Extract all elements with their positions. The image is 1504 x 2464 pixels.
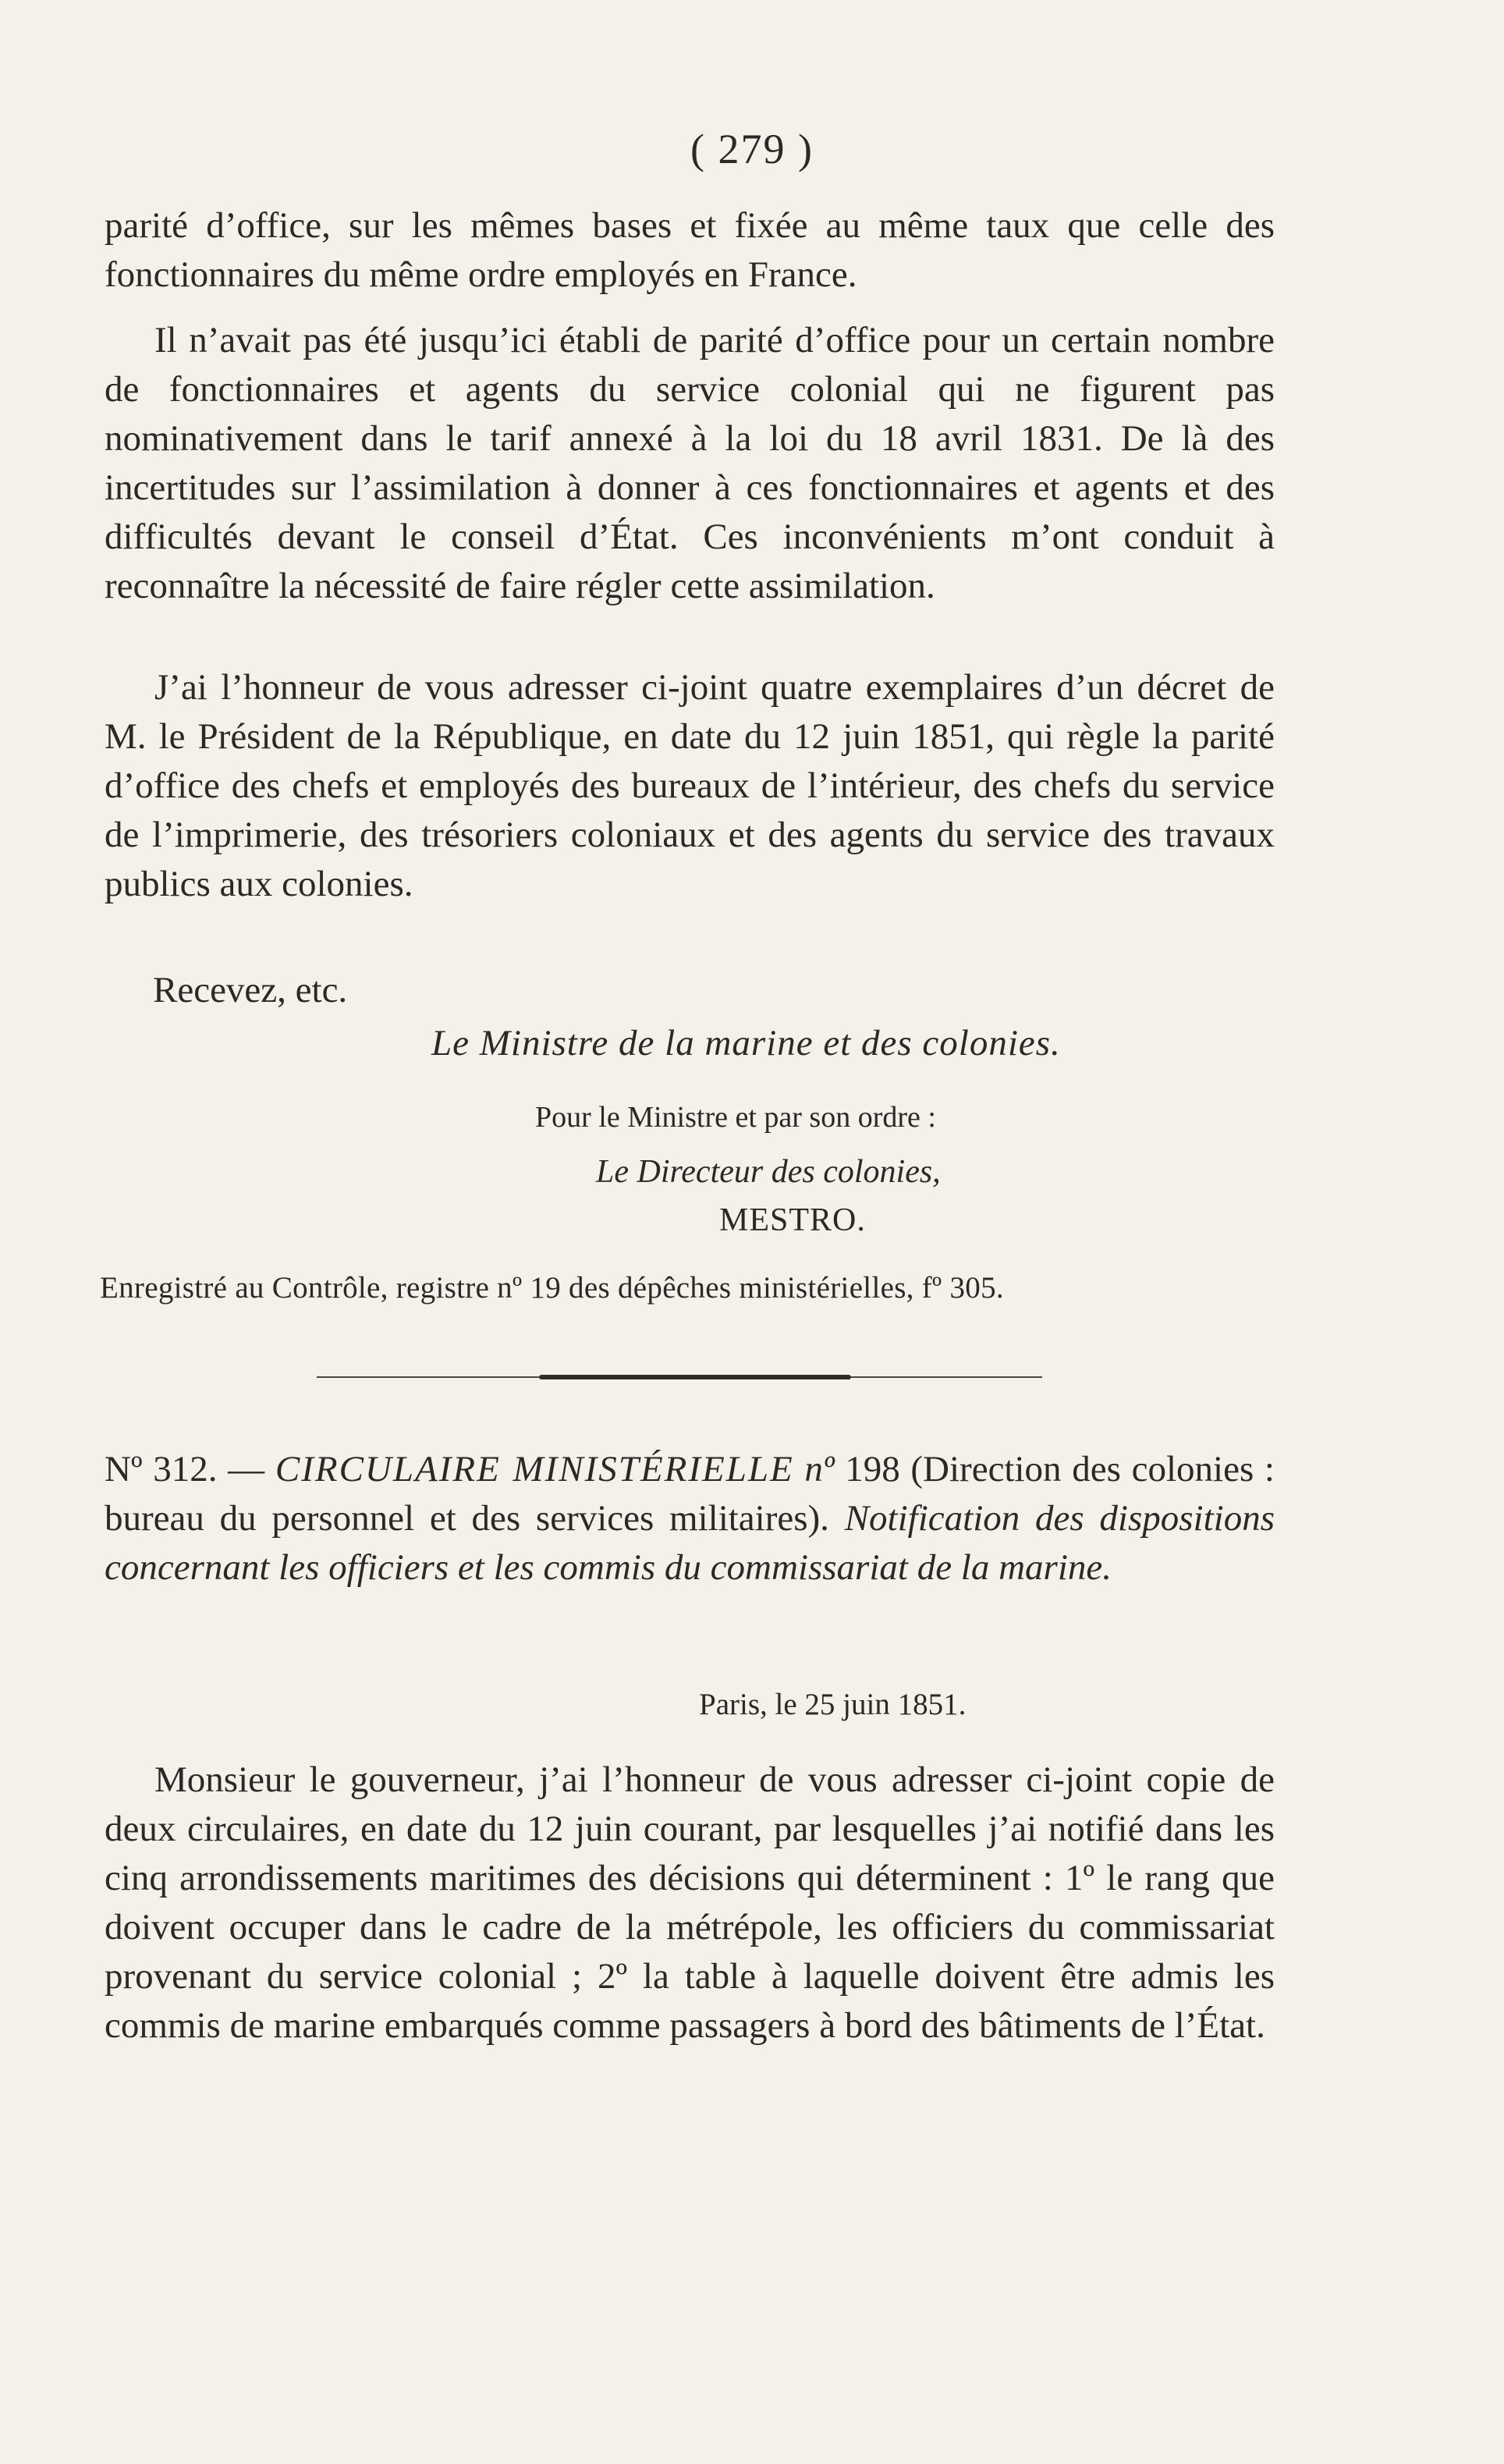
circular-number: Nº 312. — [105,1449,265,1489]
section-divider [317,1375,1042,1379]
paragraph-continuation: parité d’office, sur les mêmes bases et fixée au même taux que celle des fonctionnaires du même ordre employés en France. [105,205,1275,295]
circular-no: 198 [845,1449,900,1489]
page-number: ( 279 ) [690,126,814,172]
divider-line-right [851,1376,1042,1378]
paragraph-parity: Il n’avait pas été jusqu’ici établi de parité d’office pour un certain nombre de fonctionnaires et agents du service colonial qui ne figurent pas nominativement dans le tarif annexé à la loi du 18 avril 1831. De là des incertitudes sur l’assimilation à donner à ces fonctionnaires et agents et des difficultés devant le conseil d’État. Ces inconvénients m’ont conduit à reconnaître la nécessité de faire régler cette assimilation. [105,320,1275,606]
circular-ordinal: nº [804,1449,835,1489]
registration-note: Enregistré au Contrôle, registre nº 19 des dépêches ministérielles, fº 305. [100,1271,1004,1305]
circular-date: Paris, le 25 juin 1851. [699,1688,967,1721]
director-title: Le Directeur des colonies, [596,1154,941,1190]
divider-line-left [317,1376,539,1378]
circular-body: Monsieur le gouverneur, j’ai l’honneur de vous adresser ci-joint copie de deux circulaires, en date du 12 juin courant, par lesquelles j’ai notifié dans les cinq arrondissements maritimes des décisions qui déterminent : 1º le rang que doivent occuper dans le cadre de la métrépole, les officiers du commissariat provenant du service colonial ; 2º la table à laquelle doivent être admis les commis de marine embarqués comme passagers à bord des bâtiments de l’État. [105,1759,1275,2046]
minister-title: Le Ministre de la marine et des colonies. [431,1023,1061,1063]
divider-line-center [539,1375,851,1379]
closing-formula: Recevez, etc. [153,970,348,1010]
paragraph-decree: J’ai l’honneur de vous adresser ci-joint quatre exemplaires d’un décret de M. le Président de la République, en date du 12 juin 1851, qui règle la parité d’office des chefs et employés des bureaux de l’intérieur, des chefs du service de l’imprimerie, des trésoriers coloniaux et des agents du service des travaux publics aux colonies. [105,667,1275,904]
signature-name: MESTRO. [719,1202,866,1238]
on-behalf-line: Pour le Ministre et par son ordre : [535,1101,936,1134]
circular-subject: Notification des dispositions concernant les officiers et les commis du commissariat de la marine. [105,1498,1275,1588]
circular-title: CIRCULAIRE MINISTÉRIELLE [275,1449,794,1489]
circular-heading [105,1445,1275,1592]
circular-direction: (Direction des colonies : bureau du personnel et des services militaires). [105,1449,1275,1539]
